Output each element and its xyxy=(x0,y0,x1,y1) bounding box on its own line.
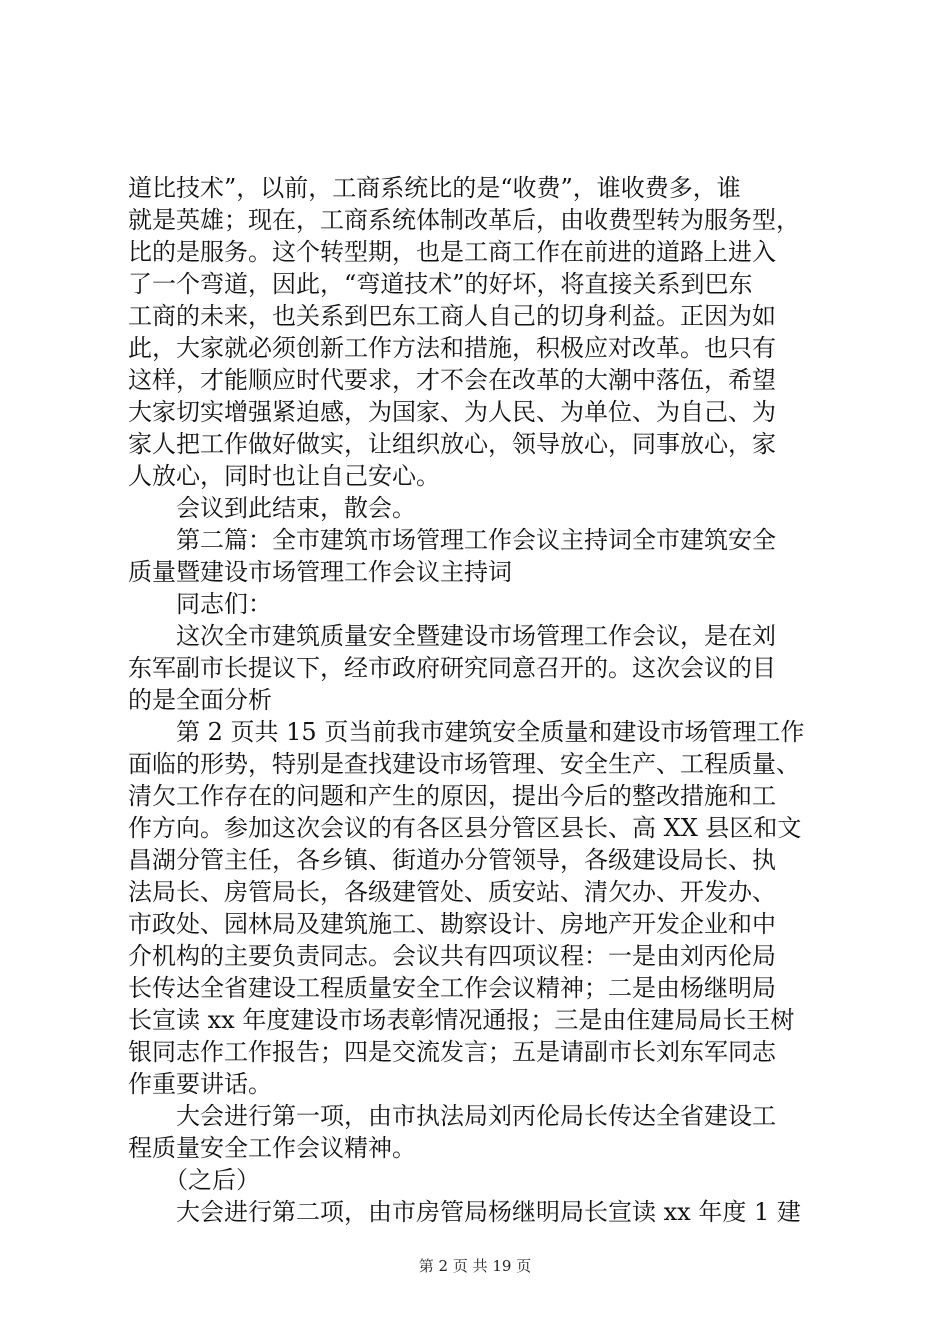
section-heading-line: 第二篇：全市建筑市场管理工作会议主持词全市建筑安全 xyxy=(128,526,776,554)
text-line: 法局长、房管局长，各级建管处、质安站、清欠办、开发办、 xyxy=(128,878,776,906)
text-line: 作重要讲话。 xyxy=(128,1070,272,1098)
text-line: （之后） xyxy=(128,1166,260,1194)
text-line: 清欠工作存在的问题和产生的原因，提出今后的整改措施和工 xyxy=(128,782,776,810)
text-line: 市政处、园林局及建筑施工、勘察设计、房地产开发企业和中 xyxy=(128,910,776,938)
text-line: 此，大家就必须创新工作方法和措施，积极应对改革。也只有 xyxy=(128,334,776,362)
text-line: 面临的形势，特别是查找建设市场管理、安全生产、工程质量、 xyxy=(128,750,800,778)
text-line: 程质量安全工作会议精神。 xyxy=(128,1134,416,1162)
text-line: 作方向。参加这次会议的有各区县分管区县长、高 XX 县区和文 xyxy=(128,814,802,842)
salutation-line: 同志们： xyxy=(128,590,272,618)
text-line: 了一个弯道，因此，“弯道技术”的好坏，将直接关系到巴东 xyxy=(128,270,753,298)
text-line: 大家切实增强紧迫感，为国家、为人民、为单位、为自己、为 xyxy=(128,398,776,426)
text-line: 昌湖分管主任，各乡镇、街道办分管领导，各级建设局长、执 xyxy=(128,846,776,874)
text-line: 家人把工作做好做实，让组织放心，领导放心，同事放心，家 xyxy=(128,430,776,458)
text-line: 比的是服务。这个转型期，也是工商工作在前进的道路上进入 xyxy=(128,238,776,266)
text-line: 会议到此结束，散会。 xyxy=(128,494,416,522)
section-heading-line: 质量暨建设市场管理工作会议主持词 xyxy=(128,558,512,586)
text-line: 人放心，同时也让自己安心。 xyxy=(128,462,440,490)
text-line: 银同志作工作报告；四是交流发言；五是请副市长刘东军同志 xyxy=(128,1038,776,1066)
text-line: 介机构的主要负责同志。会议共有四项议程：一是由刘丙伦局 xyxy=(128,942,776,970)
text-line: 道比技术”，以前，工商系统比的是“收费”，谁收费多，谁 xyxy=(128,174,741,202)
text-line: 第 2 页共 15 页当前我市建筑安全质量和建设市场管理工作 xyxy=(128,718,805,746)
text-line: 工商的未来，也关系到巴东工商人自己的切身利益。正因为如 xyxy=(128,302,776,330)
text-line: 长传达全省建设工程质量安全工作会议精神；二是由杨继明局 xyxy=(128,974,776,1002)
document-body xyxy=(128,172,828,1228)
page-number-footer: 第 2 页 共 19 页 xyxy=(418,1257,532,1275)
text-line: 这次全市建筑质量安全暨建设市场管理工作会议，是在刘 xyxy=(128,622,776,650)
text-line: 大会进行第一项，由市执法局刘丙伦局长传达全省建设工 xyxy=(128,1102,776,1130)
text-line: 东军副市长提议下，经市政府研究同意召开的。这次会议的目 xyxy=(128,654,776,682)
text-line: 大会进行第二项，由市房管局杨继明局长宣读 xx 年度 1 建 xyxy=(128,1198,801,1226)
text-line: 就是英雄；现在，工商系统体制改革后，由收费型转为服务型， xyxy=(128,206,800,234)
text-line: 的是全面分析 xyxy=(128,686,272,714)
text-line: 这样，才能顺应时代要求，才不会在改革的大潮中落伍，希望 xyxy=(128,366,776,394)
text-line: 长宣读 xx 年度建设市场表彰情况通报；三是由住建局局长王树 xyxy=(128,1006,795,1034)
